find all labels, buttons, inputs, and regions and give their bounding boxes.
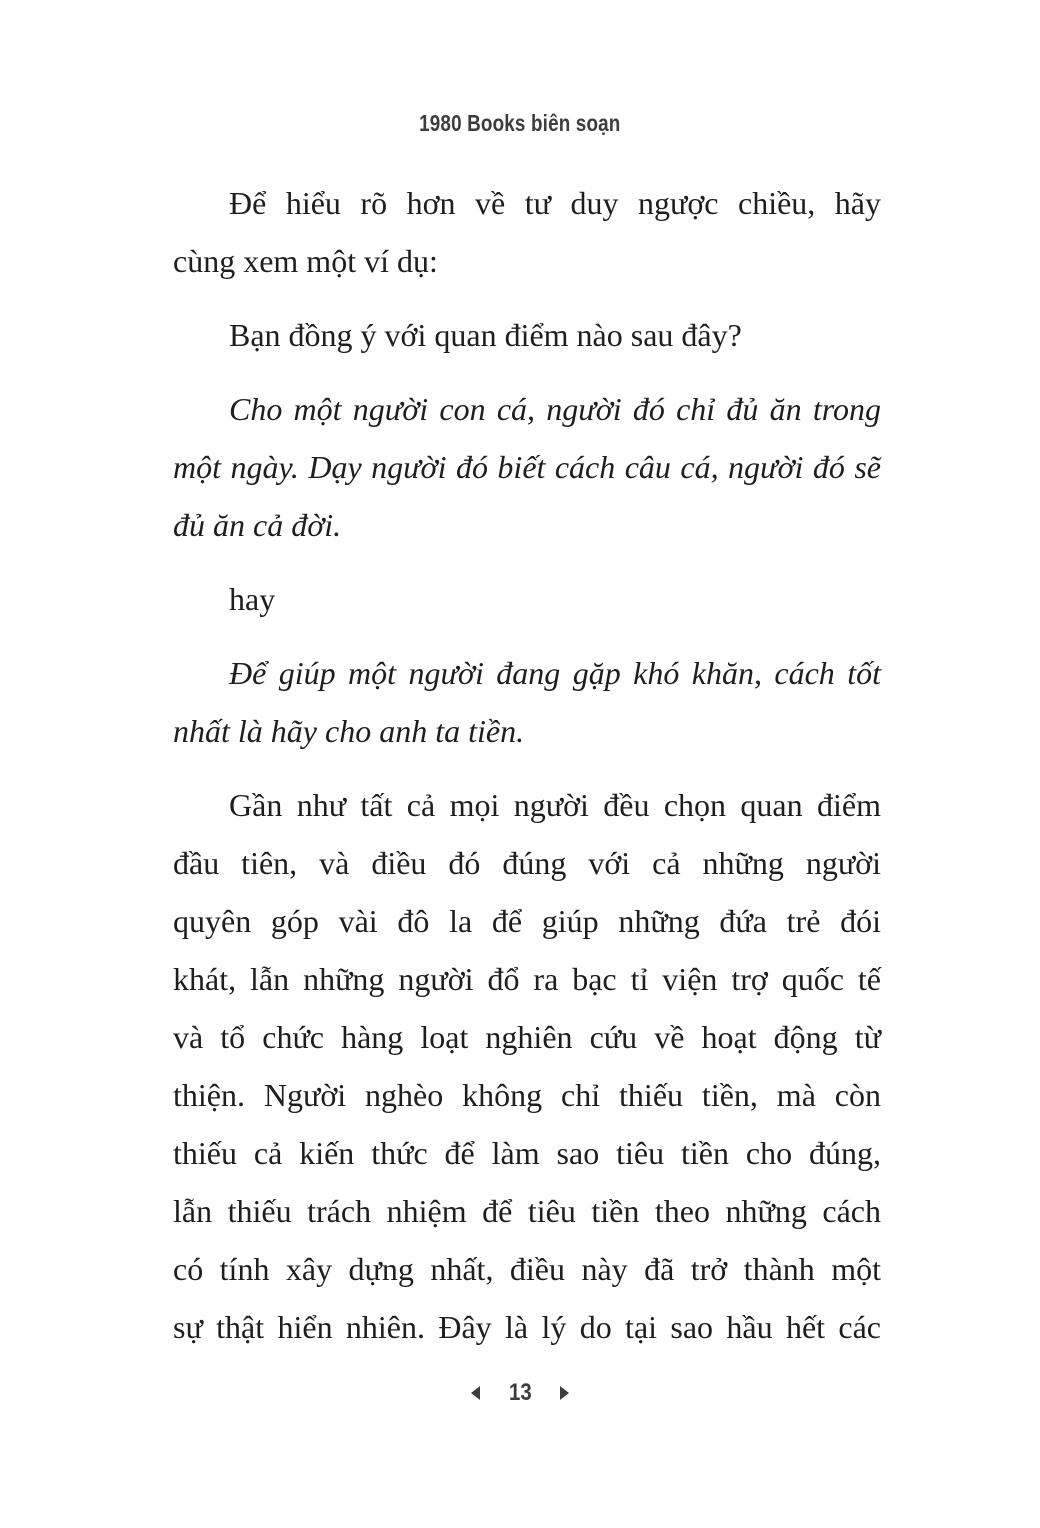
paragraph bbox=[173, 776, 881, 1356]
text-line: cùng xem một ví dụ: bbox=[173, 243, 438, 279]
text-line: Bạn đồng ý với quan điểm nào sau đây? bbox=[229, 317, 742, 353]
text-line: khát, lẫn những người đổ ra bạc tỉ viện trợ quốc tế bbox=[173, 961, 881, 997]
text-line: thiện. Người nghèo không chỉ thiếu tiền, mà còn bbox=[173, 1077, 881, 1113]
text-line: đủ ăn cả đời. bbox=[173, 507, 342, 543]
paragraph bbox=[173, 174, 881, 290]
text-line: đầu tiên, và điều đó đúng với cả những người bbox=[173, 845, 881, 881]
running-header bbox=[0, 110, 1040, 137]
text-line: và tổ chức hàng loạt nghiên cứu về hoạt động từ bbox=[173, 1019, 881, 1055]
paragraph bbox=[173, 380, 881, 554]
text-line: nhất là hãy cho anh ta tiền. bbox=[173, 713, 525, 749]
text-line: lẫn thiếu trách nhiệm để tiêu tiền theo những cách bbox=[173, 1193, 881, 1229]
text-line: Để giúp một người đang gặp khó khăn, cách tốt bbox=[229, 655, 881, 691]
running-title: 1980 Books biên soạn bbox=[419, 110, 621, 136]
text-line: có tính xây dựng nhất, điều này đã trở thành một bbox=[173, 1251, 881, 1287]
triangle-right-icon bbox=[560, 1386, 569, 1400]
page-number: 13 bbox=[508, 1378, 532, 1406]
text-line: Cho một người con cá, người đó chỉ đủ ăn trong bbox=[229, 391, 881, 427]
text-line: một ngày. Dạy người đó biết cách câu cá, người đó sẽ bbox=[173, 449, 881, 485]
text-line: hay bbox=[229, 581, 276, 617]
text-line: Gần như tất cả mọi người đều chọn quan điểm bbox=[229, 787, 881, 823]
text-line: thiếu cả kiến thức để làm sao tiêu tiền cho đúng, bbox=[173, 1135, 881, 1171]
paragraph bbox=[173, 644, 881, 760]
paragraph bbox=[173, 306, 881, 364]
text-line: Để hiểu rõ hơn về tư duy ngược chiều, hãy bbox=[229, 185, 881, 221]
text-line: sự thật hiển nhiên. Đây là lý do tại sao hầu hết các bbox=[173, 1309, 881, 1345]
text-line: quyên góp vài đô la để giúp những đứa trẻ đói bbox=[173, 903, 881, 939]
triangle-left-icon bbox=[471, 1386, 480, 1400]
page-footer bbox=[0, 1378, 1040, 1407]
body-text bbox=[173, 174, 881, 1372]
paragraph bbox=[173, 570, 881, 628]
